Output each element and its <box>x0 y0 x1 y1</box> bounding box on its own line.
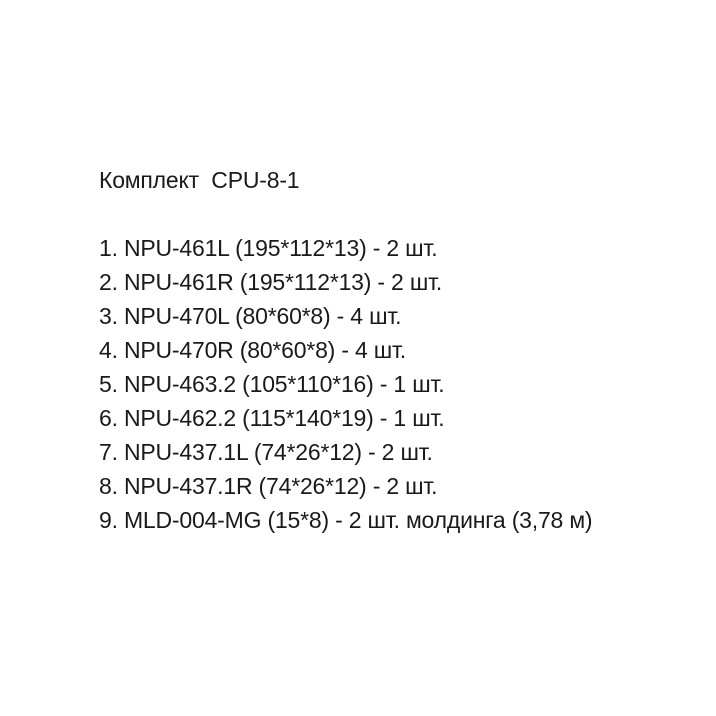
list-item: 2. NPU-461R (195*112*13) - 2 шт. <box>99 269 443 295</box>
list-item: 8. NPU-437.1R (74*26*12) - 2 шт. <box>99 473 438 499</box>
list-item: 9. MLD-004-MG (15*8) - 2 шт. молдинга (3,78 м) <box>99 507 593 533</box>
list-item: 6. NPU-462.2 (115*140*19) - 1 шт. <box>99 405 445 431</box>
list-item: 4. NPU-470R (80*60*8) - 4 шт. <box>99 337 406 363</box>
kit-document <box>99 163 699 537</box>
list-item: 5. NPU-463.2 (105*110*16) - 1 шт. <box>99 371 445 397</box>
kit-items-list <box>99 231 699 537</box>
kit-title: Комплект CPU-8-1 <box>99 167 300 193</box>
list-item: 3. NPU-470L (80*60*8) - 4 шт. <box>99 303 402 329</box>
list-item: 7. NPU-437.1L (74*26*12) - 2 шт. <box>99 439 433 465</box>
list-item: 1. NPU-461L (195*112*13) - 2 шт. <box>99 235 438 261</box>
